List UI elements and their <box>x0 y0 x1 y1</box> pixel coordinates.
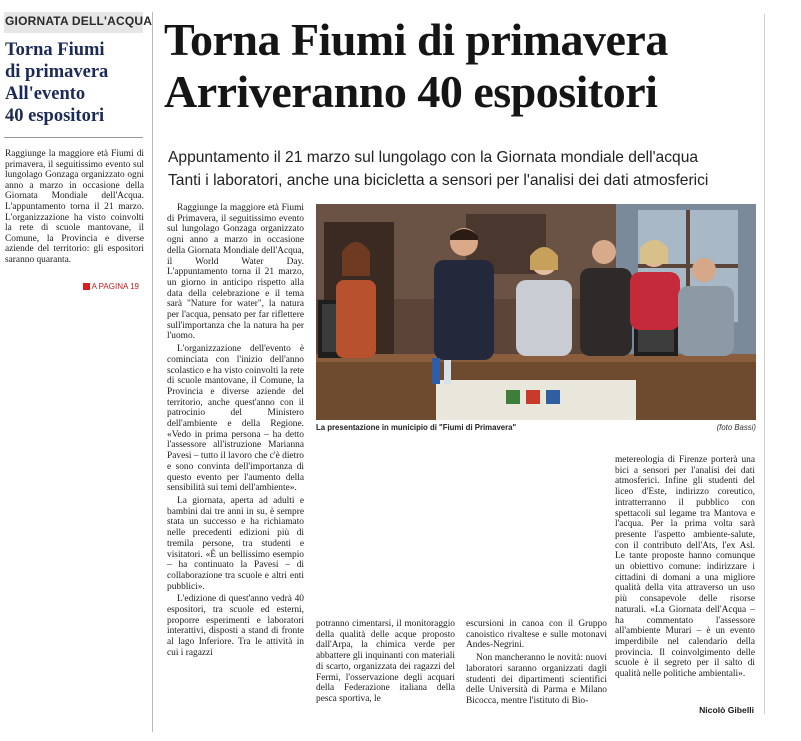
photo-caption: La presentazione in municipio di "Fiumi di Primavera" <box>316 423 517 432</box>
red-square-icon <box>83 283 90 290</box>
sidebar-headline-line: 40 espositori <box>5 106 105 126</box>
sidebar-headline-line: All'evento <box>5 84 86 104</box>
article-subhead <box>168 146 798 192</box>
page-reference[interactable] <box>83 282 139 291</box>
photo-credit: (foto Bassi) <box>716 423 756 432</box>
press-conference-photo <box>316 204 756 420</box>
headline-line: Torna Fiumi di primavera <box>164 14 668 65</box>
body-column-3 <box>466 619 607 707</box>
subhead-line: Tanti i laboratori, anche una bicicletta a sensori per l'analisi dei dati atmosferici <box>168 172 709 189</box>
body-paragraph: Raggiunge la maggiore età Fiumi di Primavera, il seguitissimo evento sul lungolago Gonzaga organizzato ogni anno a marzo in occasione della Giornata Mondiale dell'Acqua, il World Water Day. L'appuntamento torna il 21 marzo, un giorno in anticipo rispetto alla data della celebrazione e il tema sarà "Nature for water", la natura per l'acqua, pensato per far riflettere sull'importanza che la natura ha per l'uomo. <box>167 203 304 342</box>
sidebar-summary: Raggiunge la maggiore età Fiumi di primavera, il seguitissimo evento sul lungolago Gonzaga organizzato ogni anno a marzo in occasione della Giornata Mondiale dell'Acqua. L'appuntamento torna il 21 marzo. L'organizzazione ha visto coinvolti la rete di scuole mantovane, il Comune, la Provincia e diverse aziende del territorio: gli espositori saranno quaranta. <box>5 149 144 265</box>
headline-line: Arriveranno 40 espositori <box>164 66 658 117</box>
body-paragraph: L'organizzazione dell'evento è cominciata con l'inizio dell'anno scolastico e ha visto coinvolti la rete di scuole mantovane, il Comune, la Provincia e diverse aziende del territorio, anche quest'anno con il patrocinio del Ministero dell'ambiente e della Regione. «Vedo in prima persona – ha detto l'assessore all'istruzione Marianna Pavesi – tutto il lavoro che c'è dietro e sono convinta dell'importanza di questo evento per l'aumento della sensibilità sui temi dell'ambiente». <box>167 344 304 494</box>
body-paragraph: Non mancheranno le novità: nuovi laboratori saranno organizzati dagli studenti dei dipartimenti scientifici delle Università di Parma e Milano Bicocca, mentre l'istituto di Bio- <box>466 653 607 706</box>
article-headline <box>164 14 796 118</box>
sidebar-brief <box>0 0 153 741</box>
author-byline: Nicolò Gibelli <box>699 705 754 715</box>
sidebar-divider <box>4 137 143 138</box>
page-reference-label: A PAGINA 19 <box>91 282 139 291</box>
body-paragraph: La giornata, aperta ad adulti e bambini dai tre anni in su, è sempre stata un successo e ha richiamato nelle precedenti edizioni più di tremila persone, tra studenti e visitatori. «È un bellissimo esempio – ha continuato la Pavesi – di collaborazione tra scuole e altri enti pubblici». <box>167 495 304 592</box>
sidebar-headline <box>5 39 143 127</box>
body-column-1 <box>167 203 304 659</box>
column-divider <box>152 12 153 732</box>
subhead-line: Appuntamento il 21 marzo sul lungolago con la Giornata mondiale dell'acqua <box>168 149 699 166</box>
body-column-2 <box>316 619 455 705</box>
sidebar-headline-line: Torna Fiumi <box>5 40 105 60</box>
body-paragraph: escursioni in canoa con il Gruppo canoistico rivaltese e sulle motonavi Andes-Negrini. <box>466 619 607 651</box>
right-column-divider <box>764 14 765 714</box>
body-paragraph: metereologia di Firenze porterà una bici a sensori per l'analisi dei dati atmosferici. Infine gli studenti del liceo d'Este, indirizzo coreutico, intratterranno il pubblico con spettacoli sul legame tra Mantova e l'acqua. Per la prima volta sarà presente l'aspetto ambiente-salute, con il contributo dell'Ats, l'ex Asl. Le tante proposte hanno comunque un obiettivo comune: indirizzare i cittadini di domani a una migliore qualità della vita attraverso un uso più consapevole delle risorse naturali. «La Giornata dell'Acqua – ha commentato l'assessore all'ambiente Murari – è un evento imperdibile nel calendario della provincia. Il coinvolgimento delle scuole è il segreto per il salto di qualità nelle politiche ambientali». <box>615 455 755 680</box>
body-column-4 <box>615 455 755 680</box>
section-kicker: GIORNATA DELL'ACQUA <box>5 14 153 28</box>
body-paragraph: L'edizione di quest'anno vedrà 40 espositori, tra scuole ed esterni, proporre esperimenti e laboratori interattivi, disposti a stand di fronte al lago Inferiore. Tra le attività in cui i ragazzi <box>167 594 304 658</box>
article-photo <box>316 204 756 420</box>
sidebar-headline-line: di primavera <box>5 62 109 82</box>
body-paragraph: potranno cimentarsi, il monitoraggio della qualità delle acque proposto dall'Arpa, la chimica verde per abbattere gli inquinanti con materiali di scarto, organizzata dei ragazzi del Fermi, l'osservazione degli acquari della Federazione italiana della pesca sportiva, le <box>316 619 455 704</box>
